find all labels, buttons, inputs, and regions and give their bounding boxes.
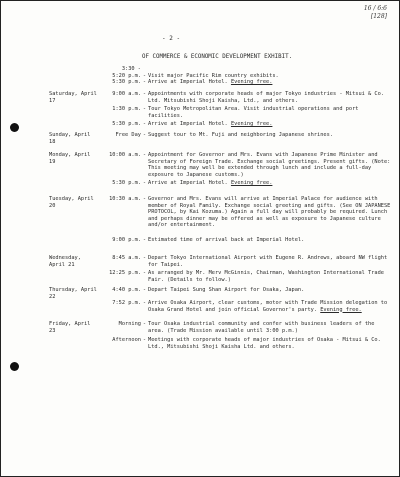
schedule-description: Arrive at Imperial Hotel. <box>148 180 228 186</box>
schedule-entry: Thursday, April 22 4:40 p.m. - Depart Taipei Sung Shan Airport for Osaka, Japan. <box>49 287 391 300</box>
schedule-entry: Monday, April 19 10:00 a.m. - Appointment for Governor and Mrs. Evans with Japanese Prime Minister and Secretary of Foreign Trade. Exchange social greetings. Present gifts. (Note: This meeting may well be extended through lunch and include a full-day exposure to Japanese customs.) <box>49 152 391 178</box>
evening-free-note: Evening free. <box>320 306 362 313</box>
schedule-description: Suggest tour to Mt. Fuji and neighboring Japanese shrines. <box>148 132 333 138</box>
schedule-entry: 7:52 p.m. - Arrive Osaka Airport, clear customs, motor with Trade Mission delegation to Osaka Grand Hotel and join official Governor's party. Evening free. <box>49 300 391 313</box>
schedule-date: Sunday, April 18 <box>49 132 91 145</box>
evening-free-note: Evening free. <box>230 180 273 186</box>
archive-ref-bottom: [128] <box>370 13 387 20</box>
schedule-description: Appointments with corporate heads of major Tokyo industries - Mitsui & Co. Ltd. Mitsubishi Shoji Kaisha, Ltd., and others. <box>148 91 384 104</box>
schedule-time: 5:30 p.m. <box>112 121 141 127</box>
schedule-time: 7:52 p.m. <box>112 300 141 306</box>
schedule-time: 9:00 p.m. <box>112 236 141 243</box>
schedule-description: Appointment for Governor and Mrs. Evans with Japanese Prime Minister and Secretary of Foreign Trade. Exchange social greetings. Present gifts. (Note: This meeting may well be extended through lunch and include a full-day exposure to Japanese customs.) <box>148 152 391 178</box>
punch-hole <box>10 362 19 371</box>
schedule-description: Depart Taipei Sung Shan Airport for Osaka, Japan. <box>148 287 305 293</box>
archive-ref-top: 16 / 6:6 <box>363 5 387 12</box>
schedule-time: 1:30 p.m. <box>112 106 141 112</box>
schedule-date: Wednesday, April 21 <box>49 255 81 268</box>
schedule-day <box>49 255 391 283</box>
schedule-time: Free Day <box>115 132 141 138</box>
schedule-date: Saturday, April 17 <box>49 91 97 104</box>
schedule-entry: 5:30 p.m. - Arrive at Imperial Hotel. Evening free. <box>49 180 391 187</box>
schedule-description: Arrive at Imperial Hotel. <box>148 79 228 85</box>
schedule-description: Arrive at Imperial Hotel. <box>148 121 228 127</box>
schedule-entry: Tuesday, April 20 10:30 a.m. - Governor and Mrs. Evans will arrive at Imperial Palace for audience with member of Royal Family. Exchange social greeting and gifts. (See ON JAPANESE PROTOCOL, by Kai Kozuma.) Again a full day will probably be required. Lunch and perhaps dinner may be offered as well as exposure to Japanese culture and/or entertainment. <box>49 196 391 228</box>
schedule-description: Arrive Osaka Airport, clear customs, motor with Trade Mission delegation to Osaka Grand Hotel and join official Governor's party. <box>148 300 388 313</box>
schedule-description: As arranged by Mr. Merv McGinnis, Chairman, Washington International Trade Fair. (Details to follow.) <box>148 270 384 283</box>
schedule-description: Meetings with corporate heads of major industries of Osaka - Mitsui & Co. Ltd., Mitsubishi Shoji Kaisha Ltd. and others. <box>148 337 381 350</box>
schedule-time: Morning <box>118 321 141 327</box>
schedule-description: Estimated time of arrival back at Imperial Hotel. <box>148 236 305 243</box>
schedule-description: Visit major Pacific Rim country exhibits. <box>148 72 279 79</box>
schedule-entry: 5:30 p.m. - Arrive at Imperial Hotel. Evening free. <box>49 121 391 128</box>
schedule-day <box>49 91 391 128</box>
schedule-description: Tour Osaka industrial community and confer with business leaders of the area. (Trade Mission available until 3:00 p.m.) <box>148 321 375 334</box>
schedule-time: 8:45 a.m. <box>112 255 141 261</box>
schedule-entry: 5:20 p.m. - Visit major Pacific Rim country exhibits. <box>49 73 391 80</box>
schedule-day <box>49 196 391 243</box>
evening-free-note: Evening free. <box>230 79 273 85</box>
schedule-time: 12:25 p.m. <box>109 270 141 276</box>
schedule-entry: 5:30 p.m. - Arrive at Imperial Hotel. Evening free. <box>49 79 391 86</box>
schedule-description: Tour Tokyo Metropolitan Area. Visit industrial operations and port facilities. <box>148 106 359 119</box>
schedule-time: 5:30 p.m. <box>112 180 141 186</box>
schedule-entry: 1:30 p.m. - Tour Tokyo Metropolitan Area. Visit industrial operations and port facilities. <box>49 106 391 119</box>
schedule-entry: 9:00 p.m. - Estimated time of arrival back at Imperial Hotel. <box>49 237 391 244</box>
schedule-day <box>49 152 391 187</box>
schedule-time: 3:30 - <box>121 66 141 72</box>
schedule-entry: Wednesday, April 21 8:45 a.m. - Depart Tokyo International Airport with Eugene R. Andrews, aboard NW flight for Taipei. <box>49 255 391 268</box>
archive-reference <box>364 5 387 21</box>
schedule-time: 5:20 p.m. <box>112 72 141 79</box>
schedule-time: 4:40 p.m. <box>112 287 141 293</box>
schedule-time: Afternoon <box>112 337 141 343</box>
schedule-date: Monday, April 19 <box>49 152 91 165</box>
schedule-entry: 12:25 p.m. - As arranged by Mr. Merv McGinnis, Chairman, Washington International Trade Fair. (Details to follow.) <box>49 270 391 283</box>
section-heading: OF COMMERCE & ECONOMIC DEVELOPMENT EXHIBIT. <box>142 54 293 60</box>
page-number: - 2 - <box>162 35 181 42</box>
schedule-date: Friday, April 23 <box>49 321 91 334</box>
schedule-entry: Friday, April 23 Morning - Tour Osaka industrial community and confer with business leaders of the area. (Trade Mission available until 3:00 p.m.) <box>49 321 391 334</box>
schedule-description: Governor and Mrs. Evans will arrive at Imperial Palace for audience with member of Royal Family. Exchange social greeting and gifts. (See ON JAPANESE PROTOCOL, by Kai Kozuma.) Again a full day will probably be required. Lunch and perhaps dinner may be offered as well as exposure to Japanese culture and/or entertainment. <box>148 196 391 228</box>
schedule-entry: Sunday, April 18 Free Day - Suggest tour to Mt. Fuji and neighboring Japanese shrines. <box>49 132 391 145</box>
schedule-date: Thursday, April 22 <box>49 287 97 300</box>
schedule-date: Tuesday, April 20 <box>49 196 94 209</box>
schedule-day <box>49 66 391 86</box>
schedule-day <box>49 321 391 350</box>
schedule-entry: Afternoon - Meetings with corporate heads of major industries of Osaka - Mitsui & Co. Ltd., Mitsubishi Shoji Kaisha Ltd. and others. <box>49 337 391 350</box>
schedule-day <box>49 132 391 145</box>
schedule-entry: Saturday, April 17 9:00 a.m. - Appointments with corporate heads of major Tokyo industries - Mitsui & Co. Ltd. Mitsubishi Shoji Kaisha, Ltd., and others. <box>49 91 391 104</box>
punch-hole <box>10 123 19 132</box>
schedule-time: 5:30 p.m. <box>112 79 141 85</box>
schedule-time: 10:00 a.m. <box>109 152 141 158</box>
schedule-description: Depart Tokyo International Airport with Eugene R. Andrews, aboard NW flight for Taipei. <box>148 255 388 268</box>
evening-free-note: Evening free. <box>230 121 273 127</box>
schedule-time: 9:00 a.m. <box>112 91 141 97</box>
schedule-time: 10:30 a.m. <box>109 196 141 202</box>
schedule-day <box>49 287 391 313</box>
